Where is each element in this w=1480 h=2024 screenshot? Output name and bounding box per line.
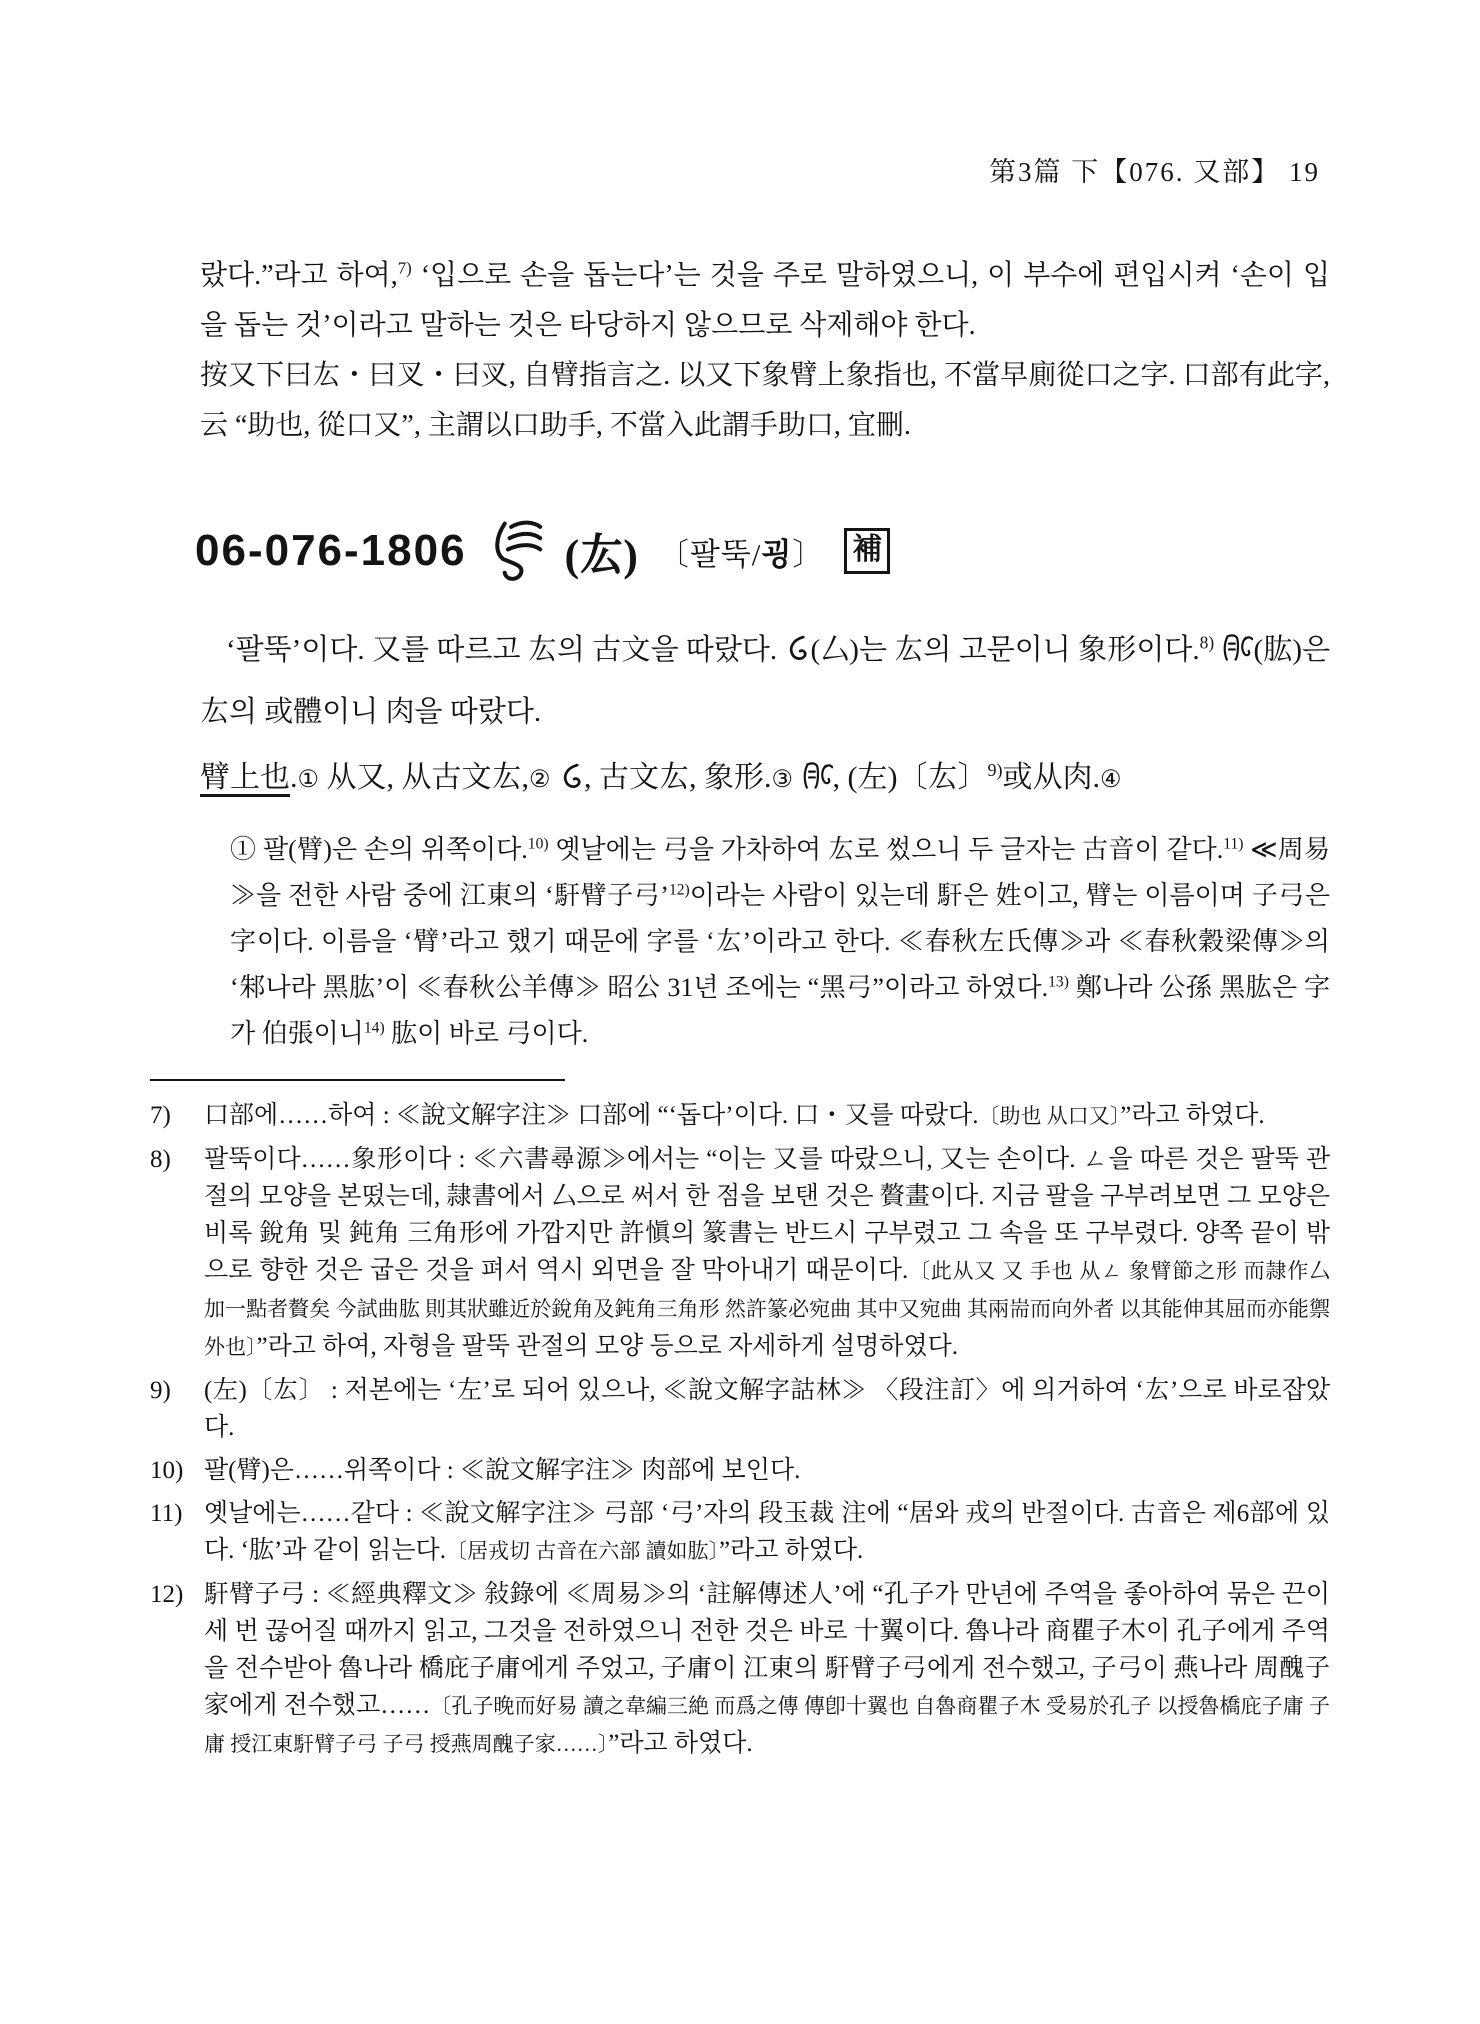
intro-korean-paragraph: 랐다.”라고 하여,$^{7)}$ ‘입으로 손을 돕는다’는 것을 주로 말하였으니, 이 부수에 편입시켜 ‘손이 입을 돕는 것’이라고 말하는 것은 타당하지 않으므로 삭제해야 한다. — [200, 258, 1330, 341]
entry-korean-definition: ‘팔뚝’이다. 又를 따르고 厷의 古文을 따랐다. (厶)는 厷의 고문이니 象形이다.$^{8)}$ (肱)은 厷의 或體이니 肉을 따랐다. — [200, 632, 1330, 728]
seal-goeng-icon — [1221, 632, 1253, 664]
entry-heading — [195, 515, 1330, 587]
footnote-item — [150, 1495, 1330, 1570]
entry-chinese-definition: 臂上也.① 从又, 从古文厷,② , 古文厷, 象形.③ , (左)〔厷〕$^{9)}$或从肉.④ — [200, 760, 1122, 794]
footnote-number: 10) — [150, 1457, 184, 1484]
entry-headword: (厷) — [564, 531, 638, 580]
footnote-text: 口部에……하여 : ≪說文解字注≫ 口部에 “‘돕다’이다. 口・又를 따랐다.〔助也 从口又〕”라고 하였다. — [204, 1102, 1265, 1129]
seal-goeng-icon — [801, 760, 833, 792]
footnotes-section — [150, 1097, 1330, 1763]
footnote-number: 11) — [150, 1500, 183, 1527]
footnote-text: 팔(臂)은……위쪽이다 : ≪說文解字注≫ 肉部에 보인다. — [204, 1457, 801, 1484]
footnote-item — [150, 1097, 1330, 1135]
footnote-separator — [150, 1079, 565, 1081]
entry-gloss: 〔팔뚝/굉〕 — [657, 536, 825, 572]
footnote-item — [150, 1452, 1330, 1489]
footnote-item — [150, 1576, 1330, 1763]
seal-eul-icon — [558, 762, 584, 790]
supplement-badge: 補 — [844, 528, 890, 574]
footnote-item — [150, 1141, 1330, 1366]
footnote-text: 馯臂子弓 : ≪經典釋文≫ 敍錄에 ≪周易≫의 ‘註解傳述人’에 “孔子가 만년에 주역을 좋아하여 묶은 끈이 세 번 끊어질 때까지 읽고, 그것을 전하였으니 전한 것은 바로 十翼이다. 魯나라 商瞿子木이 孔子에게 주역을 전수받아 魯나라 橋庇子庸에게 주었고, 子庸이 江東의 馯臂子弓에게 전수했고, 子弓이 燕나라 周醜子家에게 전수했고……〔孔子晚而好易 讀之韋編三絶 而爲之傳 傳卽十翼也 自魯商瞿子木 受易於孔子 以授魯橋庇子庸 子庸 授江東馯臂子弓 子弓 授燕周醜子家……〕”라고 하였다. — [204, 1581, 1330, 1757]
entry-number: 06-076-1806 — [195, 526, 467, 575]
entry-annotation-1: ① 팔(臂)은 손의 위쪽이다.$^{10)}$ 옛날에는 弓을 가차하여 厷로 썼으니 두 글자는 古音이 같다.$^{11)}$ ≪周易≫을 전한 사람 중에 江東의 ‘馯臂子弓’$^{12)}$이라는 사람이 있는데 馯은 姓이고, 臂는 이름이며 子弓은 字이다. 이름을 ‘臂’라고 했기 때문에 字를 ‘厷’이라고 한다. ≪春秋左氏傳≫과 ≪春秋穀梁傳≫의 ‘邾나라 黑肱’이 ≪春秋公羊傳≫ 昭公 31년 조에는 “黑弓”이라고 하였다.$^{13)}$ 鄭나라 公孫 黑肱은 字가 伯張이니$^{14)}$ 肱이 바로 弓이다. — [230, 835, 1331, 1048]
footnote-text: (左)〔厷〕 : 저본에는 ‘左’로 되어 있으나, ≪說文解字詁林≫ 〈段注訂〉에 의거하여 ‘厷’으로 바로잡았다. — [204, 1377, 1330, 1441]
footnote-text: 팔뚝이다……象形이다 : ≪六書尋源≫에서는 “이는 又를 따랐으니, 又는 손이다. ㄥ을 따른 것은 팔뚝 관절의 모양을 본떴는데, 隷書에서 厶으로 써서 한 점을 보탠 것은 贅畫이다. 지금 팔을 구부려보면 그 모양은 비록 銳角 및 鈍角 三角形에 가깝지만 許愼의 篆書는 반드시 구부렸고 그 속을 또 구부렸다. 양쪽 끝이 밖으로 향한 것은 굽은 것을 펴서 역시 외면을 잘 막아내기 때문이다.〔此从又 又 手也 从ㄥ 象臂節之形 而隷作厶 加一點者贅矣 今試曲肱 則其狀雖近於銳角及鈍角三角形 然許篆必宛曲 其中又宛曲 其兩耑而向外者 以其能伸其屈而亦能禦外也〕”라고 하여, 자형을 팔뚝 관절의 모양 등으로 자세하게 설명하였다. — [204, 1146, 1331, 1360]
footnote-number: 9) — [150, 1377, 171, 1404]
footnote-item — [150, 1372, 1330, 1446]
seal-eul-icon — [784, 634, 810, 662]
footnote-text: 옛날에는……같다 : ≪說文解字注≫ 弓部 ‘弓’자의 段玉裁 注에 “居와 戎의 반절이다. 古音은 제6部에 있다. ‘肱’과 같이 읽는다.〔居戎切 古音在六部 讀如肱〕”라고 하였다. — [204, 1500, 1330, 1564]
footnote-number: 8) — [150, 1146, 171, 1173]
intro-chinese-paragraph: 按又下曰厷・曰叉・曰㕚, 自臂指言之. 以又下象臂上象指也, 不當早廁從口之字. 口部有此字, 云 “助也, 從口又”, 主謂以口助手, 不當入此謂手助口, 宜刪. — [200, 360, 1330, 441]
seal-script-gong-icon — [487, 515, 545, 587]
footnote-number: 7) — [150, 1102, 171, 1129]
footnote-number: 12) — [150, 1581, 184, 1608]
running-header: 第3篇 下【076. 又部】 19 — [989, 157, 1320, 187]
